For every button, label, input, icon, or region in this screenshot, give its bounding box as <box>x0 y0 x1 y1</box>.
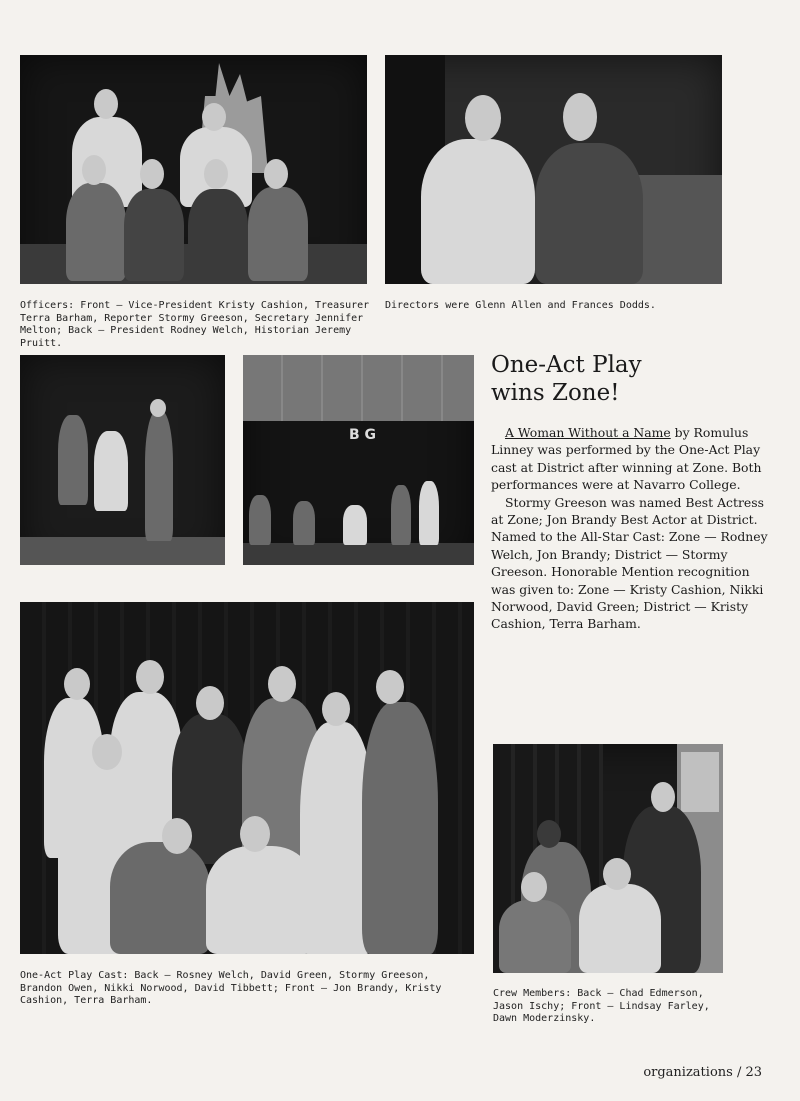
stage-sign: B G <box>349 427 377 443</box>
headline-line2: wins Zone! <box>491 380 620 406</box>
article-paragraph-2: Stormy Greeson was named Best Actress at Zone; Jon Brandy Best Actor at District. Named to the All-Star Cast: Zone — Rodney Welch, Jon Brandy; District — Stormy Greeson. Honorable Mention recognition was given to: Zone — Kristy Cashion, Nikki Norwood, David Green; District — Kristy Cashion, Terra Barham. <box>491 494 768 632</box>
crew-photo <box>493 744 723 973</box>
article-paragraph-1 <box>491 424 769 494</box>
headline-line1: One-Act Play <box>491 352 642 378</box>
officers-caption: Officers: Front — Vice-President Kristy Cashion, Treasurer Terra Barham, Reporter Stormy Greeson, Secretary Jennifer Melton; Back — President Rodney Welch, Historian Jeremy Pruitt. <box>20 300 370 349</box>
play-title: A Woman Without a Name <box>505 425 671 440</box>
article-body <box>491 424 769 633</box>
cast-photo <box>20 602 474 954</box>
page-footer: organizations / 23 <box>643 1065 762 1080</box>
article-headline <box>491 351 771 407</box>
stage-photo-left <box>20 355 225 565</box>
directors-photo <box>385 55 722 284</box>
paragraph-1-text: by Romulus Linney was performed by the One-Act Play cast at District after winning at Zone. Both performances were at Navarro College. <box>491 425 762 493</box>
crew-caption: Crew Members: Back — Chad Edmerson, Jason Ischy; Front — Lindsay Farley, Dawn Moderzinsky. <box>493 988 710 1024</box>
stage-photo-right <box>243 355 474 565</box>
cast-caption: One-Act Play Cast: Back — Rosney Welch, David Green, Stormy Greeson, Brandon Owen, Nikki Norwood, David Tibbett; Front — Jon Brandy, Kristy Cashion, Terra Barham. <box>20 970 442 1006</box>
officers-photo <box>20 55 367 284</box>
directors-caption: Directors were Glenn Allen and Frances Dodds. <box>385 300 656 311</box>
